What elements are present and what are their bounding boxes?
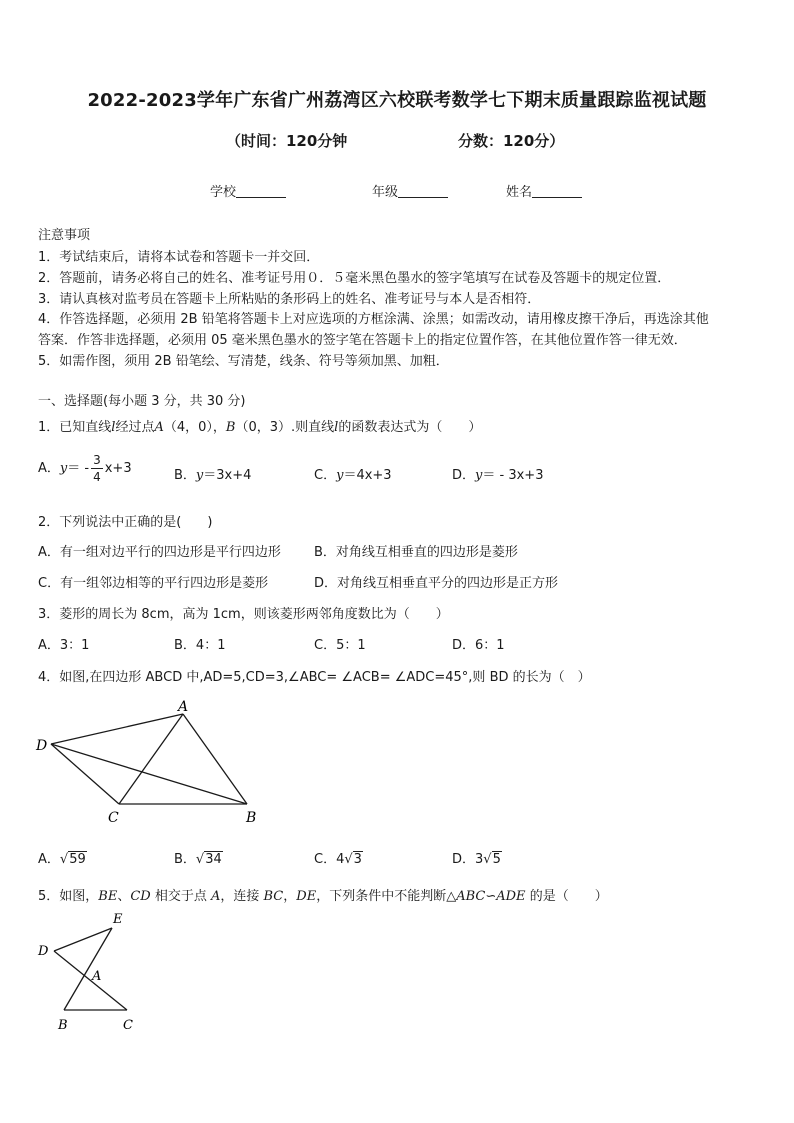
q1-option-d[interactable] xyxy=(452,464,543,483)
coefficient: 4 xyxy=(336,852,345,867)
grade-label: 年级 xyxy=(372,185,399,200)
q5-text: ，连接 xyxy=(220,889,264,904)
q3-option-c[interactable]: C．5：1 xyxy=(314,638,366,653)
q1-var: B xyxy=(225,420,236,435)
school-field xyxy=(210,181,286,200)
q5-text: ，下列条件中不能判断△ xyxy=(316,889,457,904)
name-label: 姓名 xyxy=(506,185,533,200)
q5-var: BC xyxy=(263,889,284,904)
point-label-b: B xyxy=(58,1018,68,1033)
q5-var: ADE xyxy=(496,889,526,904)
denominator: 4 xyxy=(93,470,101,484)
q5-var: A xyxy=(210,889,221,904)
option-text: ＝ - xyxy=(67,461,90,476)
q1-option-a[interactable] xyxy=(38,452,132,485)
radicand: 59 xyxy=(69,852,86,867)
radicand: 3 xyxy=(353,852,362,867)
q1-var: A xyxy=(154,420,164,435)
question-5-stem xyxy=(38,885,608,904)
note-item: 5．如需作图，须用 2B 铅笔绘、写清楚，线条、符号等须加黑、加粗． xyxy=(38,354,449,369)
q5-figure xyxy=(30,908,150,1038)
segment-db xyxy=(51,744,247,804)
option-label: B． xyxy=(174,468,196,483)
q4-option-b[interactable] xyxy=(174,848,223,867)
option-label: D． xyxy=(452,468,476,483)
q5-text: 5．如图， xyxy=(38,889,99,904)
q4-option-c[interactable] xyxy=(314,848,363,867)
q5-var: ABC xyxy=(456,889,486,904)
radicand: 34 xyxy=(205,852,222,867)
segment-dc xyxy=(54,951,127,1010)
q2-option-c[interactable]: C．有一组邻边相等的平行四边形是菱形 xyxy=(38,576,269,591)
point-label-d: D xyxy=(36,738,48,754)
q4-option-a[interactable] xyxy=(38,848,87,867)
option-label: B． xyxy=(174,852,196,867)
q2-option-a[interactable]: A．有一组对边平行的四边形是平行四边形 xyxy=(38,545,281,560)
question-2-stem: 2．下列说法中正确的是( ) xyxy=(38,515,213,530)
q5-var: DE xyxy=(296,889,317,904)
note-item: 2．答题前，请务必将自己的姓名、准考证号用０．５毫米黑色墨水的签字笔填写在试卷及答题卡的规定位置． xyxy=(38,271,671,286)
q1-text: （4，0）， xyxy=(163,420,226,435)
option-text: ＝ - 3x+3 xyxy=(482,468,544,483)
q5-text: 的是（ ） xyxy=(525,889,608,904)
q1-option-b[interactable] xyxy=(174,464,251,483)
score-info: 分数：120分） xyxy=(458,132,565,150)
school-blank[interactable] xyxy=(236,184,286,198)
segment-ca xyxy=(119,714,183,804)
option-label: A． xyxy=(38,461,60,476)
option-label: C． xyxy=(314,468,337,483)
q1-option-c[interactable] xyxy=(314,464,392,483)
note-item: 答案．作答非选择题，必须用 05 毫米黑色墨水的签字笔在答题卡上的指定位置作答，在其他位置作答一律无效． xyxy=(38,333,687,348)
q5-text: ， xyxy=(283,889,297,904)
option-label: C． xyxy=(314,852,337,867)
segment-eb xyxy=(64,928,112,1010)
radicand: 5 xyxy=(492,852,501,867)
point-label-c: C xyxy=(108,810,119,826)
similar-symbol: ∽ xyxy=(485,889,497,904)
segment-ab xyxy=(183,714,247,804)
grade-blank[interactable] xyxy=(398,184,448,198)
option-text: ＝4x+3 xyxy=(343,468,392,483)
q1-text: 经过点 xyxy=(115,420,155,435)
sqrt-icon: √ xyxy=(59,852,69,867)
q1-text: （0，3）.则直线 xyxy=(235,420,335,435)
option-label: D． xyxy=(452,852,476,867)
section-heading: 一、选择题(每小题 3 分，共 30 分) xyxy=(38,394,246,409)
notes-heading: 注意事项 xyxy=(38,228,91,243)
note-item: 4．作答选择题，必须用 2B 铅笔将答题卡上对应选项的方框涂满、涂黑；如需改动，请用橡皮擦干净后，再选涂其他 xyxy=(38,312,709,327)
q2-option-d[interactable]: D．对角线互相垂直平分的四边形是正方形 xyxy=(314,576,559,591)
segment-da xyxy=(51,714,183,744)
point-label-e: E xyxy=(113,912,123,927)
numerator: 3 xyxy=(93,453,101,467)
segment-de xyxy=(54,928,112,951)
q5-text: 、 xyxy=(117,889,131,904)
coefficient: 3 xyxy=(475,852,484,867)
point-label-a: A xyxy=(92,969,102,984)
q3-option-b[interactable]: B．4：1 xyxy=(174,638,226,653)
q5-var: CD xyxy=(130,889,151,904)
q2-option-b[interactable]: B．对角线互相垂直的四边形是菱形 xyxy=(314,545,518,560)
q1-var: y xyxy=(336,468,344,483)
option-text: ＝3x+4 xyxy=(203,468,252,483)
q1-text: 的函数表达式为（ ） xyxy=(338,420,482,435)
q1-var: l xyxy=(111,420,116,435)
point-label-d: D xyxy=(38,944,49,959)
option-label: A． xyxy=(38,852,60,867)
option-text: x+3 xyxy=(104,461,132,476)
question-1-stem xyxy=(38,416,481,435)
q5-var: BE xyxy=(98,889,118,904)
fraction xyxy=(91,452,103,485)
q1-var: y xyxy=(59,461,68,476)
q1-text: 1．已知直线 xyxy=(38,420,112,435)
segment-dc xyxy=(51,744,119,804)
name-blank[interactable] xyxy=(532,184,582,198)
grade-field xyxy=(372,181,448,200)
time-info: （时间：120分钟 xyxy=(226,132,348,150)
q4-option-d[interactable] xyxy=(452,848,502,867)
note-item: 1．考试结束后，请将本试卷和答题卡一并交回． xyxy=(38,250,320,265)
q3-option-d[interactable]: D．6：1 xyxy=(452,638,505,653)
point-label-b: B xyxy=(246,810,257,826)
question-3-stem: 3．菱形的周长为 8cm，高为 1cm，则该菱形两邻角度数比为（ ） xyxy=(38,607,449,622)
q1-var: l xyxy=(334,420,339,435)
sqrt-icon: √ xyxy=(483,852,492,867)
sqrt-icon: √ xyxy=(344,852,353,867)
note-item: 3．请认真核对监考员在答题卡上所粘贴的条形码上的姓名、准考证号与本人是否相符． xyxy=(38,292,541,307)
point-label-a: A xyxy=(178,699,189,715)
q5-text: 相交于点 xyxy=(150,889,211,904)
question-4-stem: 4．如图,在四边形 ABCD 中,AD=5,CD=3,∠ABC= ∠ACB= ∠ADC=45°,则 BD 的长为（ ） xyxy=(38,670,591,685)
name-field xyxy=(506,181,582,200)
school-label: 学校 xyxy=(210,185,237,200)
q3-option-a[interactable]: A．3：1 xyxy=(38,638,90,653)
q4-figure xyxy=(30,698,270,830)
page-title: 2022-2023学年广东省广州荔湾区六校联考数学七下期末质量跟踪监视试题 xyxy=(87,90,707,111)
point-label-c: C xyxy=(123,1018,133,1033)
q1-var: y xyxy=(195,468,204,483)
q1-var: y xyxy=(475,468,483,483)
sqrt-icon: √ xyxy=(195,852,205,867)
